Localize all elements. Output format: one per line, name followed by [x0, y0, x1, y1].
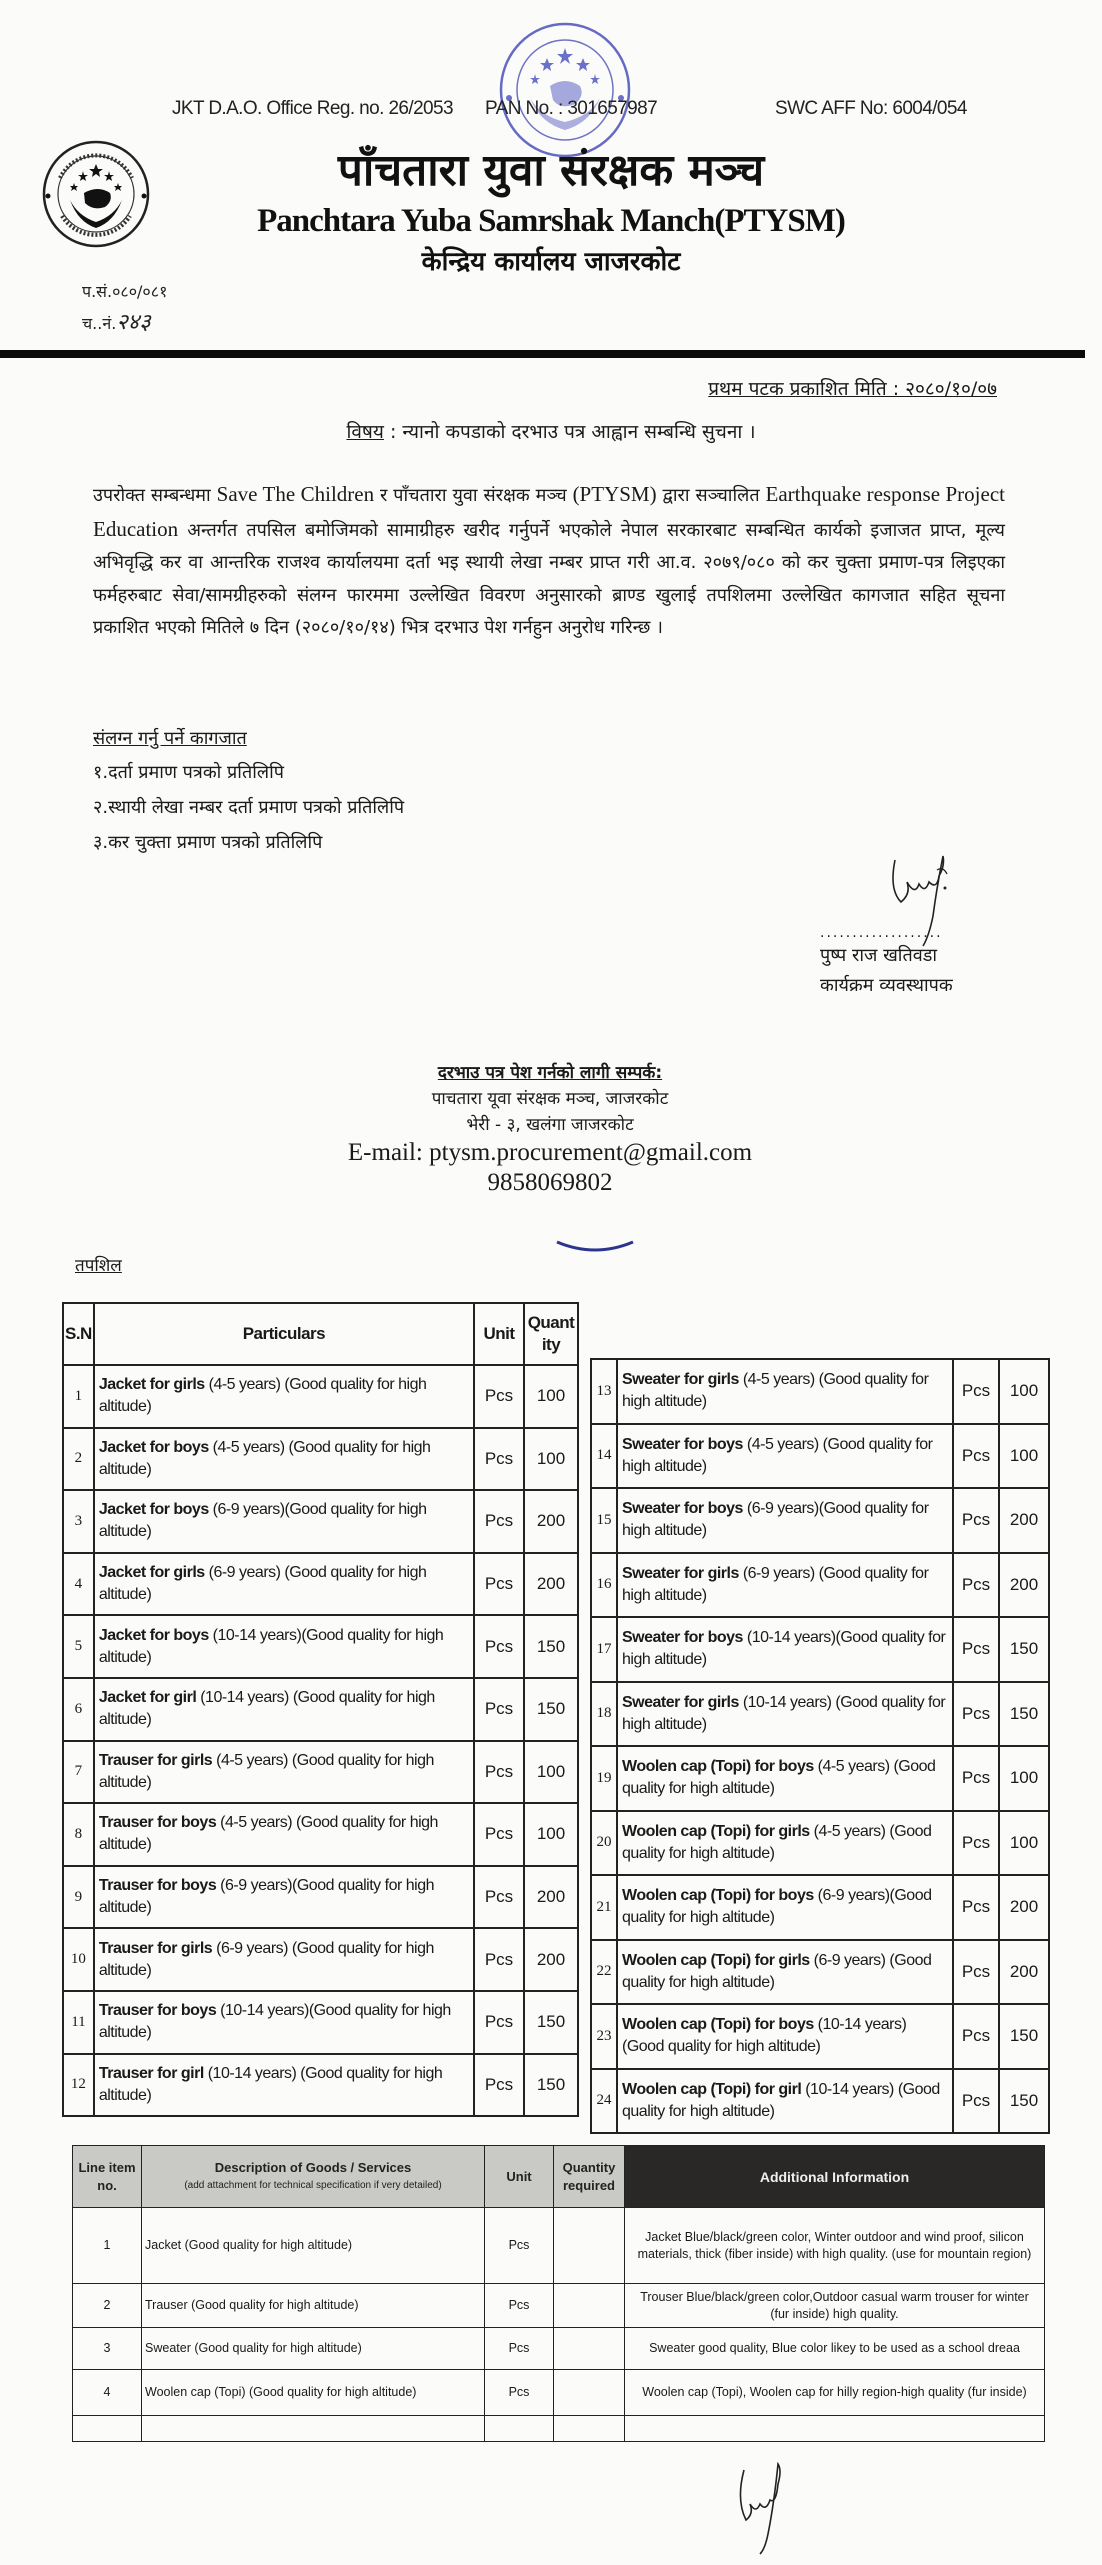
- item-sn: 2: [63, 1428, 94, 1491]
- item-name: Trauser for girls: [98, 1751, 213, 1769]
- body-text-en: Earthquake response Project Education: [93, 482, 1005, 541]
- item-detail: (10-14 years)(Good quality for high altitude): [622, 1629, 946, 1669]
- item-particulars: [617, 1746, 953, 1811]
- empty-cell: [625, 2416, 1045, 2442]
- item-particulars: [617, 1424, 953, 1489]
- spec-quantity[interactable]: [554, 2370, 625, 2416]
- spec-row: [73, 2328, 1045, 2370]
- item-particulars: [617, 2004, 953, 2069]
- required-document-item: २.स्थायी लेखा नम्बर दर्ता प्रमाण पत्रको प्रतिलिपि: [93, 797, 405, 818]
- schedule-item-row: [591, 1553, 1049, 1618]
- item-detail: (10-14 years) (Good quality for high altitude): [622, 1693, 946, 1733]
- contact-address: भेरी - ३, खलंगा जाजरकोट: [466, 1115, 634, 1135]
- item-quantity: 200: [524, 1490, 578, 1553]
- item-particulars: [94, 1678, 474, 1741]
- item-detail: (6-9 years)(Good quality for high altitude): [98, 1501, 427, 1541]
- swc-affiliation: SWC AFF No: 6004/054: [775, 98, 967, 119]
- fiscal-year-ref: [82, 280, 167, 302]
- schedule-item-row: [63, 1365, 578, 1428]
- table-header-row: [63, 1303, 578, 1365]
- schedule-item-row: [591, 1682, 1049, 1747]
- item-name: Trauser for boys: [98, 1814, 217, 1832]
- item-sn: 10: [63, 1928, 94, 1991]
- item-unit: Pcs: [953, 2004, 999, 2069]
- required-documents-title: संलग्न गर्नु पर्ने कागजात: [93, 728, 247, 749]
- item-name: Woolen cap (Topi) for boys: [622, 1887, 814, 1905]
- item-unit: Pcs: [953, 1940, 999, 2005]
- spec-description-note: (add attachment for technical specification if very detailed): [184, 2179, 442, 2191]
- spec-header-quantity: Quantity required: [554, 2146, 625, 2208]
- office-name: केन्द्रिय कार्यालय जाजरकोट: [421, 247, 681, 277]
- item-detail: (4-5 years) (Good quality for high altitude): [98, 1814, 438, 1854]
- fiscal-year-label: प.सं.: [82, 282, 113, 301]
- dispatch-number: २४३: [116, 310, 151, 335]
- item-unit: Pcs: [474, 1490, 524, 1553]
- header-divider: [0, 350, 1085, 358]
- item-name: Jacket for boys: [98, 1501, 209, 1519]
- item-quantity: 200: [999, 1488, 1049, 1553]
- item-particulars: [94, 1428, 474, 1491]
- item-sn: 6: [63, 1678, 94, 1741]
- official-seal: [495, 18, 635, 158]
- notice-subject: [0, 418, 1102, 444]
- item-detail: (6-9 years)(Good quality for high altitude): [622, 1500, 929, 1540]
- schedule-item-row: [591, 1811, 1049, 1876]
- item-quantity: 150: [999, 1617, 1049, 1682]
- contact-title: दरभाउ पत्र पेश गर्नको लागी सम्पर्क:: [437, 1063, 663, 1083]
- contact-email[interactable]: E-mail: ptysm.procurement@gmail.com: [347, 1139, 753, 1166]
- body-text: र पाँचतारा युवा संरक्षक मञ्च: [374, 485, 573, 506]
- item-name: Woolen cap (Topi) for girls: [622, 1822, 810, 1840]
- item-sn: 24: [591, 2069, 617, 2134]
- schedule-table-right: [590, 1358, 1050, 2134]
- spec-header-description: [142, 2146, 485, 2208]
- item-unit: Pcs: [953, 1553, 999, 1618]
- item-unit: Pcs: [474, 1803, 524, 1866]
- schedule-item-row: [591, 1746, 1049, 1811]
- item-detail: (10-14 years)(Good quality for high altitude): [98, 2002, 451, 2042]
- body-text-en: Save The Children: [216, 482, 375, 506]
- spec-line-no: 3: [73, 2328, 142, 2370]
- item-name: Sweater for girls: [622, 1371, 739, 1389]
- schedule-item-row: [591, 1875, 1049, 1940]
- header-particulars: Particulars: [94, 1303, 474, 1365]
- subject-text: : न्यानो कपडाको दरभाउ पत्र आह्वान सम्बन्धि सुचना ।: [383, 421, 756, 443]
- published-date: प्रथम पटक प्रकाशित मिति : २०८०/१०/०७: [708, 378, 997, 400]
- seal-stamp-icon: [495, 18, 635, 158]
- stamp-arc-icon: [555, 1240, 635, 1254]
- spec-header-unit: Unit: [485, 2146, 554, 2208]
- contact-block: [250, 1060, 850, 1198]
- schedule-item-row: [63, 1991, 578, 2054]
- seal-edge: [555, 1240, 635, 1254]
- spec-row: [73, 2284, 1045, 2328]
- item-detail: (4-5 years) (Good quality for high altitude): [98, 1438, 431, 1478]
- item-unit: Pcs: [474, 1866, 524, 1929]
- item-sn: 13: [591, 1359, 617, 1424]
- contact-org: पाचतारा यूवा संरक्षक मञ्च, जाजरकोट: [431, 1089, 669, 1109]
- schedule-item-row: [591, 1940, 1049, 2005]
- item-quantity: 100: [999, 1424, 1049, 1489]
- item-detail: (4-5 years) (Good quality for high altitude): [622, 1435, 933, 1475]
- spec-line-no: 2: [73, 2284, 142, 2328]
- item-detail: (6-9 years)(Good quality for high altitude): [622, 1887, 932, 1927]
- item-unit: Pcs: [953, 1359, 999, 1424]
- body-text: अन्तर्गत तपसिल बमोजिमको सामाग्रीहरु खरीद गर्नुपर्ने भएकोले नेपाल सरकारबाट सम्बन्धित कार्यको इजाजत प्राप्त, मूल्य अभिवृद्धि कर वा आन्तरिक राजश्व कार्यालयमा दर्ता भइ स्थायी लेखा नम्बर प्राप्त गरी आ.व. २०७९/०८० को कर चुक्ता प्रमाण-पत्र लिइएका फर्महरुबाट सेवा/सामग्रीहरुको संलग्न फारममा उल्लेखित विवरण अनुसारको ब्राण्ड खुलाई तपशिलमा उल्लेखित कागजात सहित सूचना प्रकाशित भएको मितिले ७ दिन (२०८०/१०/१४) भित्र दरभाउ पेश गर्नहुन अनुरोध गरिन्छ ।: [93, 519, 1006, 638]
- item-name: Jacket for girl: [98, 1689, 197, 1707]
- fiscal-year-value: ०८०/०८१: [112, 282, 168, 301]
- item-quantity: 200: [999, 1553, 1049, 1618]
- spec-description: Sweater (Good quality for high altitude): [142, 2328, 485, 2370]
- item-unit: Pcs: [474, 1678, 524, 1741]
- spec-quantity[interactable]: [554, 2284, 625, 2328]
- item-sn: 17: [591, 1617, 617, 1682]
- spec-description: Trauser (Good quality for high altitude): [142, 2284, 485, 2328]
- contact-phone[interactable]: 9858069802: [487, 1169, 613, 1196]
- item-particulars: [94, 1928, 474, 1991]
- item-name: Jacket for boys: [98, 1626, 209, 1644]
- item-detail: (6-9 years) (Good quality for high altitude): [98, 1564, 427, 1604]
- header-unit: Unit: [474, 1303, 524, 1365]
- schedule-item-row: [591, 1424, 1049, 1489]
- item-unit: Pcs: [953, 1682, 999, 1747]
- spec-description: Woolen cap (Topi) (Good quality for high altitude): [142, 2370, 485, 2416]
- spec-additional-info: Woolen cap (Topi), Woolen cap for hilly region-high quality (fur inside): [625, 2370, 1045, 2416]
- signatory-title: कार्यक्रम व्यवस्थापक: [820, 975, 953, 996]
- item-name: Sweater for boys: [622, 1629, 743, 1647]
- schedule-item-row: [63, 1928, 578, 1991]
- subject-label: विषय: [346, 421, 384, 443]
- item-detail: (4-5 years) (Good quality for high altitude): [622, 1822, 932, 1862]
- schedule-item-row: [63, 1553, 578, 1616]
- item-detail: (10-14 years)(Good quality for high altitude): [98, 1626, 444, 1666]
- spec-header-additional: Additional Information: [625, 2146, 1045, 2208]
- spec-description: Jacket (Good quality for high altitude): [142, 2208, 485, 2284]
- item-particulars: [94, 1991, 474, 2054]
- item-detail: (4-5 years) (Good quality for high altitude): [622, 1758, 936, 1798]
- item-quantity: 100: [999, 1359, 1049, 1424]
- body-text-en: (PTYSM): [572, 482, 657, 506]
- item-particulars: [94, 1803, 474, 1866]
- item-sn: 9: [63, 1866, 94, 1929]
- spec-header-line-item: Line item no.: [73, 2146, 142, 2208]
- item-particulars: [617, 1811, 953, 1876]
- item-name: Jacket for girls: [98, 1564, 205, 1582]
- schedule-item-row: [63, 1428, 578, 1491]
- schedule-item-row: [63, 1615, 578, 1678]
- schedule-item-row: [63, 1866, 578, 1929]
- dispatch-ref: [82, 306, 151, 336]
- pan-number: PAN No. : 301657987: [485, 98, 658, 119]
- signature-mark-icon: [730, 2450, 810, 2560]
- item-detail: (6-9 years) (Good quality for high altitude): [622, 1564, 929, 1604]
- signature-line: ...................: [820, 925, 943, 941]
- item-sn: 22: [591, 1940, 617, 2005]
- spec-quantity[interactable]: [554, 2208, 625, 2284]
- item-sn: 14: [591, 1424, 617, 1489]
- item-sn: 21: [591, 1875, 617, 1940]
- specification-table: [72, 2145, 1045, 2442]
- spec-additional-info: Sweater good quality, Blue color likey to be used as a school dreaa: [625, 2328, 1045, 2370]
- spec-line-no: 4: [73, 2370, 142, 2416]
- schedule-table-left: [62, 1302, 579, 2117]
- schedule-item-row: [63, 1678, 578, 1741]
- item-quantity: 150: [524, 2054, 578, 2117]
- item-unit: Pcs: [953, 1617, 999, 1682]
- item-quantity: 150: [524, 1991, 578, 2054]
- spec-unit: Pcs: [485, 2208, 554, 2284]
- bottom-signature: [730, 2450, 810, 2560]
- item-name: Sweater for boys: [622, 1500, 743, 1518]
- schedule-item-row: [591, 1359, 1049, 1424]
- item-sn: 3: [63, 1490, 94, 1553]
- item-particulars: [617, 1682, 953, 1747]
- item-quantity: 200: [524, 1553, 578, 1616]
- item-particulars: [617, 1553, 953, 1618]
- required-document-item: ३.कर चुक्ता प्रमाण पत्रको प्रतिलिपि: [93, 832, 323, 853]
- schedule-item-row: [591, 2069, 1049, 2134]
- item-sn: 15: [591, 1488, 617, 1553]
- item-particulars: [617, 1488, 953, 1553]
- item-unit: Pcs: [953, 1746, 999, 1811]
- item-particulars: [94, 1553, 474, 1616]
- item-detail: (10-14 years) (Good quality for high altitude): [98, 1689, 435, 1729]
- item-particulars: [94, 1866, 474, 1929]
- item-unit: Pcs: [474, 1615, 524, 1678]
- item-detail: (6-9 years) (Good quality for high altitude): [622, 1951, 932, 1991]
- item-sn: 23: [591, 2004, 617, 2069]
- spec-description-label: Description of Goods / Services: [214, 2159, 412, 2175]
- item-quantity: 150: [524, 1615, 578, 1678]
- item-sn: 12: [63, 2054, 94, 2117]
- item-quantity: 200: [999, 1875, 1049, 1940]
- item-quantity: 100: [524, 1365, 578, 1428]
- schedule-item-row: [63, 1741, 578, 1804]
- item-quantity: 200: [524, 1928, 578, 1991]
- item-detail: (4-5 years) (Good quality for high altitude): [98, 1751, 434, 1791]
- item-unit: Pcs: [474, 1928, 524, 1991]
- spec-unit: Pcs: [485, 2328, 554, 2370]
- item-sn: 1: [63, 1365, 94, 1428]
- item-unit: Pcs: [953, 1811, 999, 1876]
- item-sn: 7: [63, 1741, 94, 1804]
- item-name: Woolen cap (Topi) for girls: [622, 1951, 810, 1969]
- item-name: Jacket for boys: [98, 1438, 209, 1456]
- item-sn: 4: [63, 1553, 94, 1616]
- item-unit: Pcs: [953, 1875, 999, 1940]
- header-sn: S.N: [63, 1303, 94, 1365]
- item-detail: (4-5 years) (Good quality for high altitude): [622, 1371, 929, 1411]
- dispatch-label: च..नं.: [82, 314, 117, 333]
- item-name: Sweater for girls: [622, 1564, 739, 1582]
- item-particulars: [617, 1875, 953, 1940]
- spec-additional-info: Jacket Blue/black/green color, Winter outdoor and wind proof, silicon materials, thick (fiber inside) with high quality. (use for mountain region): [625, 2208, 1045, 2284]
- item-detail: (6-9 years)(Good quality for high altitude): [98, 1877, 434, 1917]
- item-particulars: [617, 2069, 953, 2134]
- item-name: Trauser for girls: [98, 1939, 213, 1957]
- item-unit: Pcs: [474, 1741, 524, 1804]
- item-unit: Pcs: [474, 2054, 524, 2117]
- item-particulars: [94, 2054, 474, 2117]
- item-sn: 16: [591, 1553, 617, 1618]
- organization-name-english: Panchtara Yuba Samrshak Manch(PTYSM): [257, 203, 845, 239]
- item-quantity: 100: [524, 1803, 578, 1866]
- item-particulars: [94, 1741, 474, 1804]
- item-detail: (10-14 years) (Good quality for high altitude): [622, 2080, 940, 2120]
- item-name: Sweater for girls: [622, 1693, 739, 1711]
- empty-cell: [485, 2416, 554, 2442]
- item-sn: 11: [63, 1991, 94, 2054]
- schedule-item-row: [591, 1617, 1049, 1682]
- notice-body: [93, 478, 1005, 645]
- item-name: Sweater for boys: [622, 1435, 743, 1453]
- spec-row: [73, 2370, 1045, 2416]
- spec-empty-row: [73, 2416, 1045, 2442]
- item-particulars: [94, 1615, 474, 1678]
- item-quantity: 150: [999, 1682, 1049, 1747]
- spec-unit: Pcs: [485, 2370, 554, 2416]
- item-detail: (10-14 years) (Good quality for high altitude): [98, 2064, 443, 2104]
- item-unit: Pcs: [474, 1365, 524, 1428]
- item-sn: 20: [591, 1811, 617, 1876]
- empty-cell: [142, 2416, 485, 2442]
- item-quantity: 100: [999, 1746, 1049, 1811]
- signatory-name: पुष्प राज खतिवडा: [820, 945, 938, 966]
- item-unit: Pcs: [474, 1553, 524, 1616]
- registration-number: JKT D.A.O. Office Reg. no. 26/2053: [172, 98, 453, 119]
- item-name: Trauser for girl: [98, 2064, 204, 2082]
- item-quantity: 100: [524, 1741, 578, 1804]
- item-detail: (4-5 years) (Good quality for high altitude): [98, 1376, 427, 1416]
- item-particulars: [94, 1365, 474, 1428]
- item-particulars: [617, 1359, 953, 1424]
- item-name: Jacket for girls: [98, 1376, 205, 1394]
- item-name: Woolen cap (Topi) for girl: [622, 2080, 802, 2098]
- schedule-item-row: [591, 2004, 1049, 2069]
- spec-quantity[interactable]: [554, 2328, 625, 2370]
- header-quantity: Quant ity: [524, 1303, 578, 1365]
- body-text: द्वारा सञ्चालित: [656, 485, 766, 506]
- schedule-title: तपशिल: [75, 1256, 122, 1276]
- required-document-item: १.दर्ता प्रमाण पत्रको प्रतिलिपि: [93, 762, 284, 783]
- item-detail: (10-14 years)(Good quality for high altitude): [622, 2016, 907, 2056]
- item-sn: 8: [63, 1803, 94, 1866]
- item-name: Woolen cap (Topi) for boys: [622, 1758, 814, 1776]
- item-name: Trauser for boys: [98, 1877, 217, 1895]
- spec-row: [73, 2208, 1045, 2284]
- item-unit: Pcs: [953, 2069, 999, 2134]
- item-unit: Pcs: [953, 1488, 999, 1553]
- spec-line-no: 1: [73, 2208, 142, 2284]
- item-unit: Pcs: [474, 1991, 524, 2054]
- item-unit: Pcs: [474, 1428, 524, 1491]
- item-quantity: 200: [999, 1940, 1049, 2005]
- item-quantity: 150: [524, 1678, 578, 1741]
- item-sn: 19: [591, 1746, 617, 1811]
- schedule-item-row: [63, 1490, 578, 1553]
- item-particulars: [617, 1617, 953, 1682]
- item-particulars: [94, 1490, 474, 1553]
- schedule-item-row: [63, 1803, 578, 1866]
- item-detail: (6-9 years) (Good quality for high altitude): [98, 1939, 434, 1979]
- item-quantity: 150: [999, 2004, 1049, 2069]
- item-name: Trauser for boys: [98, 2002, 217, 2020]
- spec-unit: Pcs: [485, 2284, 554, 2328]
- item-sn: 18: [591, 1682, 617, 1747]
- spec-additional-info: Trouser Blue/black/green color,Outdoor casual warm trouser for winter (fur inside) high quality.: [625, 2284, 1045, 2328]
- item-unit: Pcs: [953, 1424, 999, 1489]
- empty-cell[interactable]: [554, 2416, 625, 2442]
- item-quantity: 100: [999, 1811, 1049, 1876]
- signatory-block: [820, 925, 1020, 1001]
- body-text: उपरोक्त सम्बन्धमा: [93, 485, 217, 506]
- item-name: Woolen cap (Topi) for boys: [622, 2016, 814, 2034]
- schedule-item-row: [63, 2054, 578, 2117]
- organization-name-nepali: पाँचतारा युवा संरक्षक मञ्च: [337, 145, 765, 196]
- item-quantity: 100: [524, 1428, 578, 1491]
- empty-cell: [73, 2416, 142, 2442]
- schedule-item-row: [591, 1488, 1049, 1553]
- item-quantity: 150: [999, 2069, 1049, 2134]
- spec-header-row: [73, 2146, 1045, 2208]
- item-sn: 5: [63, 1615, 94, 1678]
- item-particulars: [617, 1940, 953, 2005]
- item-quantity: 200: [524, 1866, 578, 1929]
